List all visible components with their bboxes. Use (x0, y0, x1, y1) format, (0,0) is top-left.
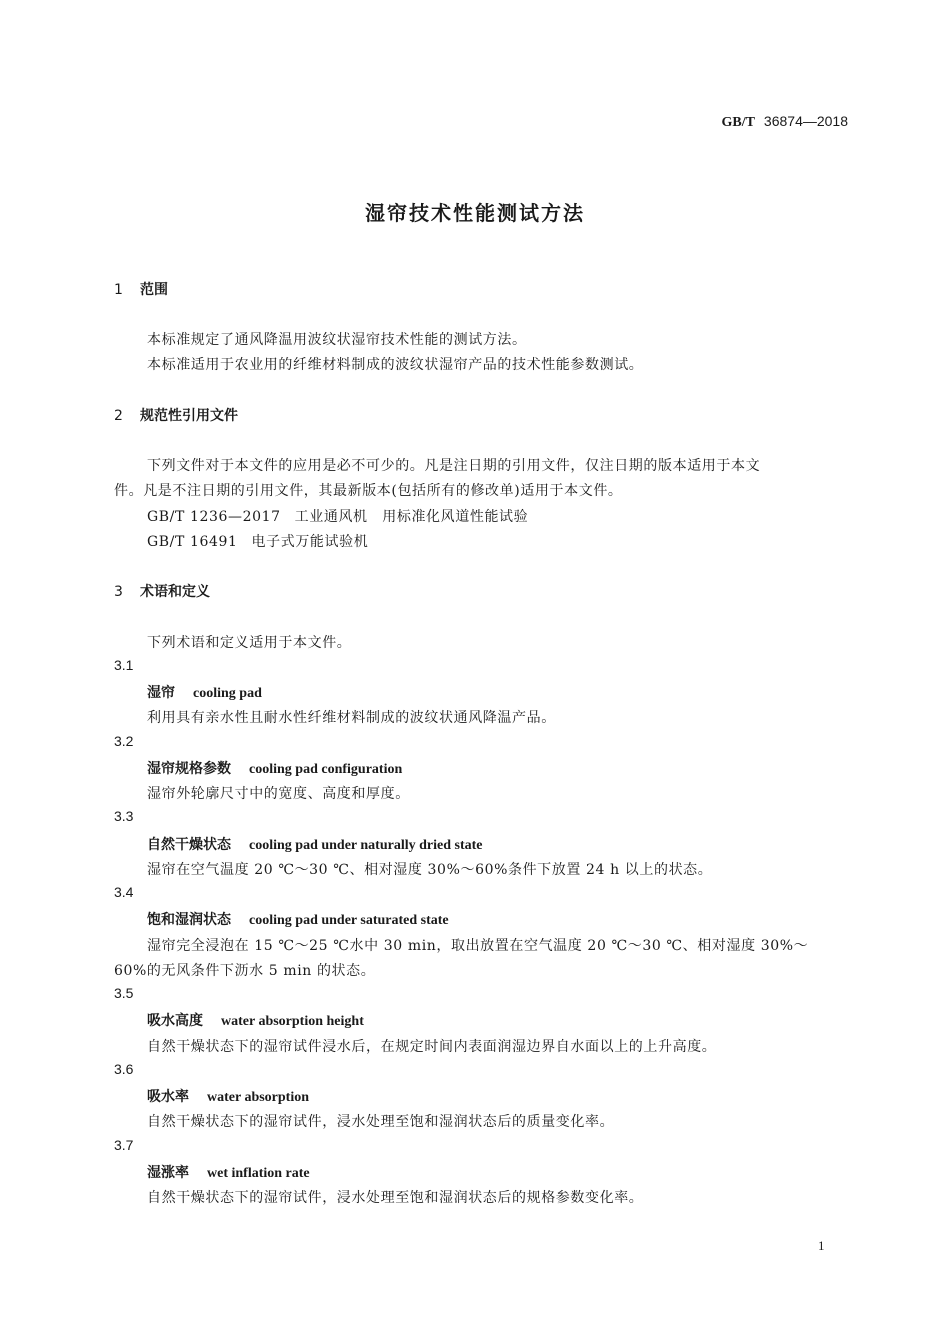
term-definition: 自然干燥状态下的湿帘试件，浸水处理至饱和湿润状态后的质量变化率。 (147, 1114, 615, 1130)
term-title: 湿帘规格参数 cooling pad configuration (147, 761, 403, 777)
term-definition: 湿帘外轮廓尺寸中的宽度、高度和厚度。 (147, 786, 410, 802)
term-number: 3.6 (114, 1061, 134, 1077)
term-title: 吸水高度 water absorption height (147, 1013, 364, 1029)
reference-item: GB/T 16491 电子式万能试验机 (147, 534, 369, 550)
paragraph: 本标准适用于农业用的纤维材料制成的波纹状湿帘产品的技术性能参数测试。 (147, 357, 644, 373)
section-heading-2: 2 规范性引用文件 (114, 408, 238, 424)
page-number: 1 (818, 1238, 825, 1253)
term-title: 湿涨率 wet inflation rate (147, 1165, 310, 1181)
standard-number (722, 113, 848, 131)
paragraph: 本标准规定了通风降温用波纹状湿帘技术性能的测试方法。 (147, 332, 527, 348)
document-title: 湿帘技术性能测试方法 (365, 201, 585, 225)
term-number: 3.5 (114, 985, 134, 1001)
term-definition: 湿帘在空气温度 20 ℃～30 ℃、相对湿度 30%～60%条件下放置 24 h 以上的状态。 (147, 862, 713, 878)
term-definition: 自然干燥状态下的湿帘试件浸水后，在规定时间内表面润湿边界自水面以上的上升高度。 (147, 1039, 717, 1055)
term-definition: 利用具有亲水性且耐水性纤维材料制成的波纹状通风降温产品。 (147, 710, 556, 726)
term-number: 3.1 (114, 657, 134, 673)
term-number: 3.4 (114, 884, 134, 900)
term-number: 3.3 (114, 808, 134, 824)
term-title: 吸水率 water absorption (147, 1089, 310, 1105)
term-number: 3.7 (114, 1137, 134, 1153)
term-title: 饱和湿润状态 cooling pad under saturated state (147, 912, 449, 928)
standard-code: 36874—2018 (763, 113, 848, 129)
term-definition: 60%的无风条件下沥水 5 min 的状态。 (114, 963, 376, 979)
standard-prefix: GB/T (721, 115, 756, 130)
paragraph: 下列术语和定义适用于本文件。 (147, 635, 352, 651)
term-title: 自然干燥状态 cooling pad under naturally dried state (147, 837, 483, 853)
paragraph: 下列文件对于本文件的应用是必不可少的。凡是注日期的引用文件，仅注日期的版本适用于本文 (147, 458, 761, 474)
term-number: 3.2 (114, 733, 134, 749)
paragraph: 件。凡是不注日期的引用文件，其最新版本(包括所有的修改单)适用于本文件。 (114, 483, 623, 499)
section-heading-1: 1 范围 (114, 282, 168, 298)
section-heading-3: 3 术语和定义 (114, 584, 210, 600)
reference-item: GB/T 1236—2017 工业通风机 用标准化风道性能试验 (147, 509, 529, 525)
term-definition: 湿帘完全浸泡在 15 ℃～25 ℃水中 30 min，取出放置在空气温度 20 ℃～30 ℃、相对湿度 30%～ (147, 938, 809, 954)
term-definition: 自然干燥状态下的湿帘试件，浸水处理至饱和湿润状态后的规格参数变化率。 (147, 1190, 644, 1206)
term-title: 湿帘 cooling pad (147, 685, 262, 701)
